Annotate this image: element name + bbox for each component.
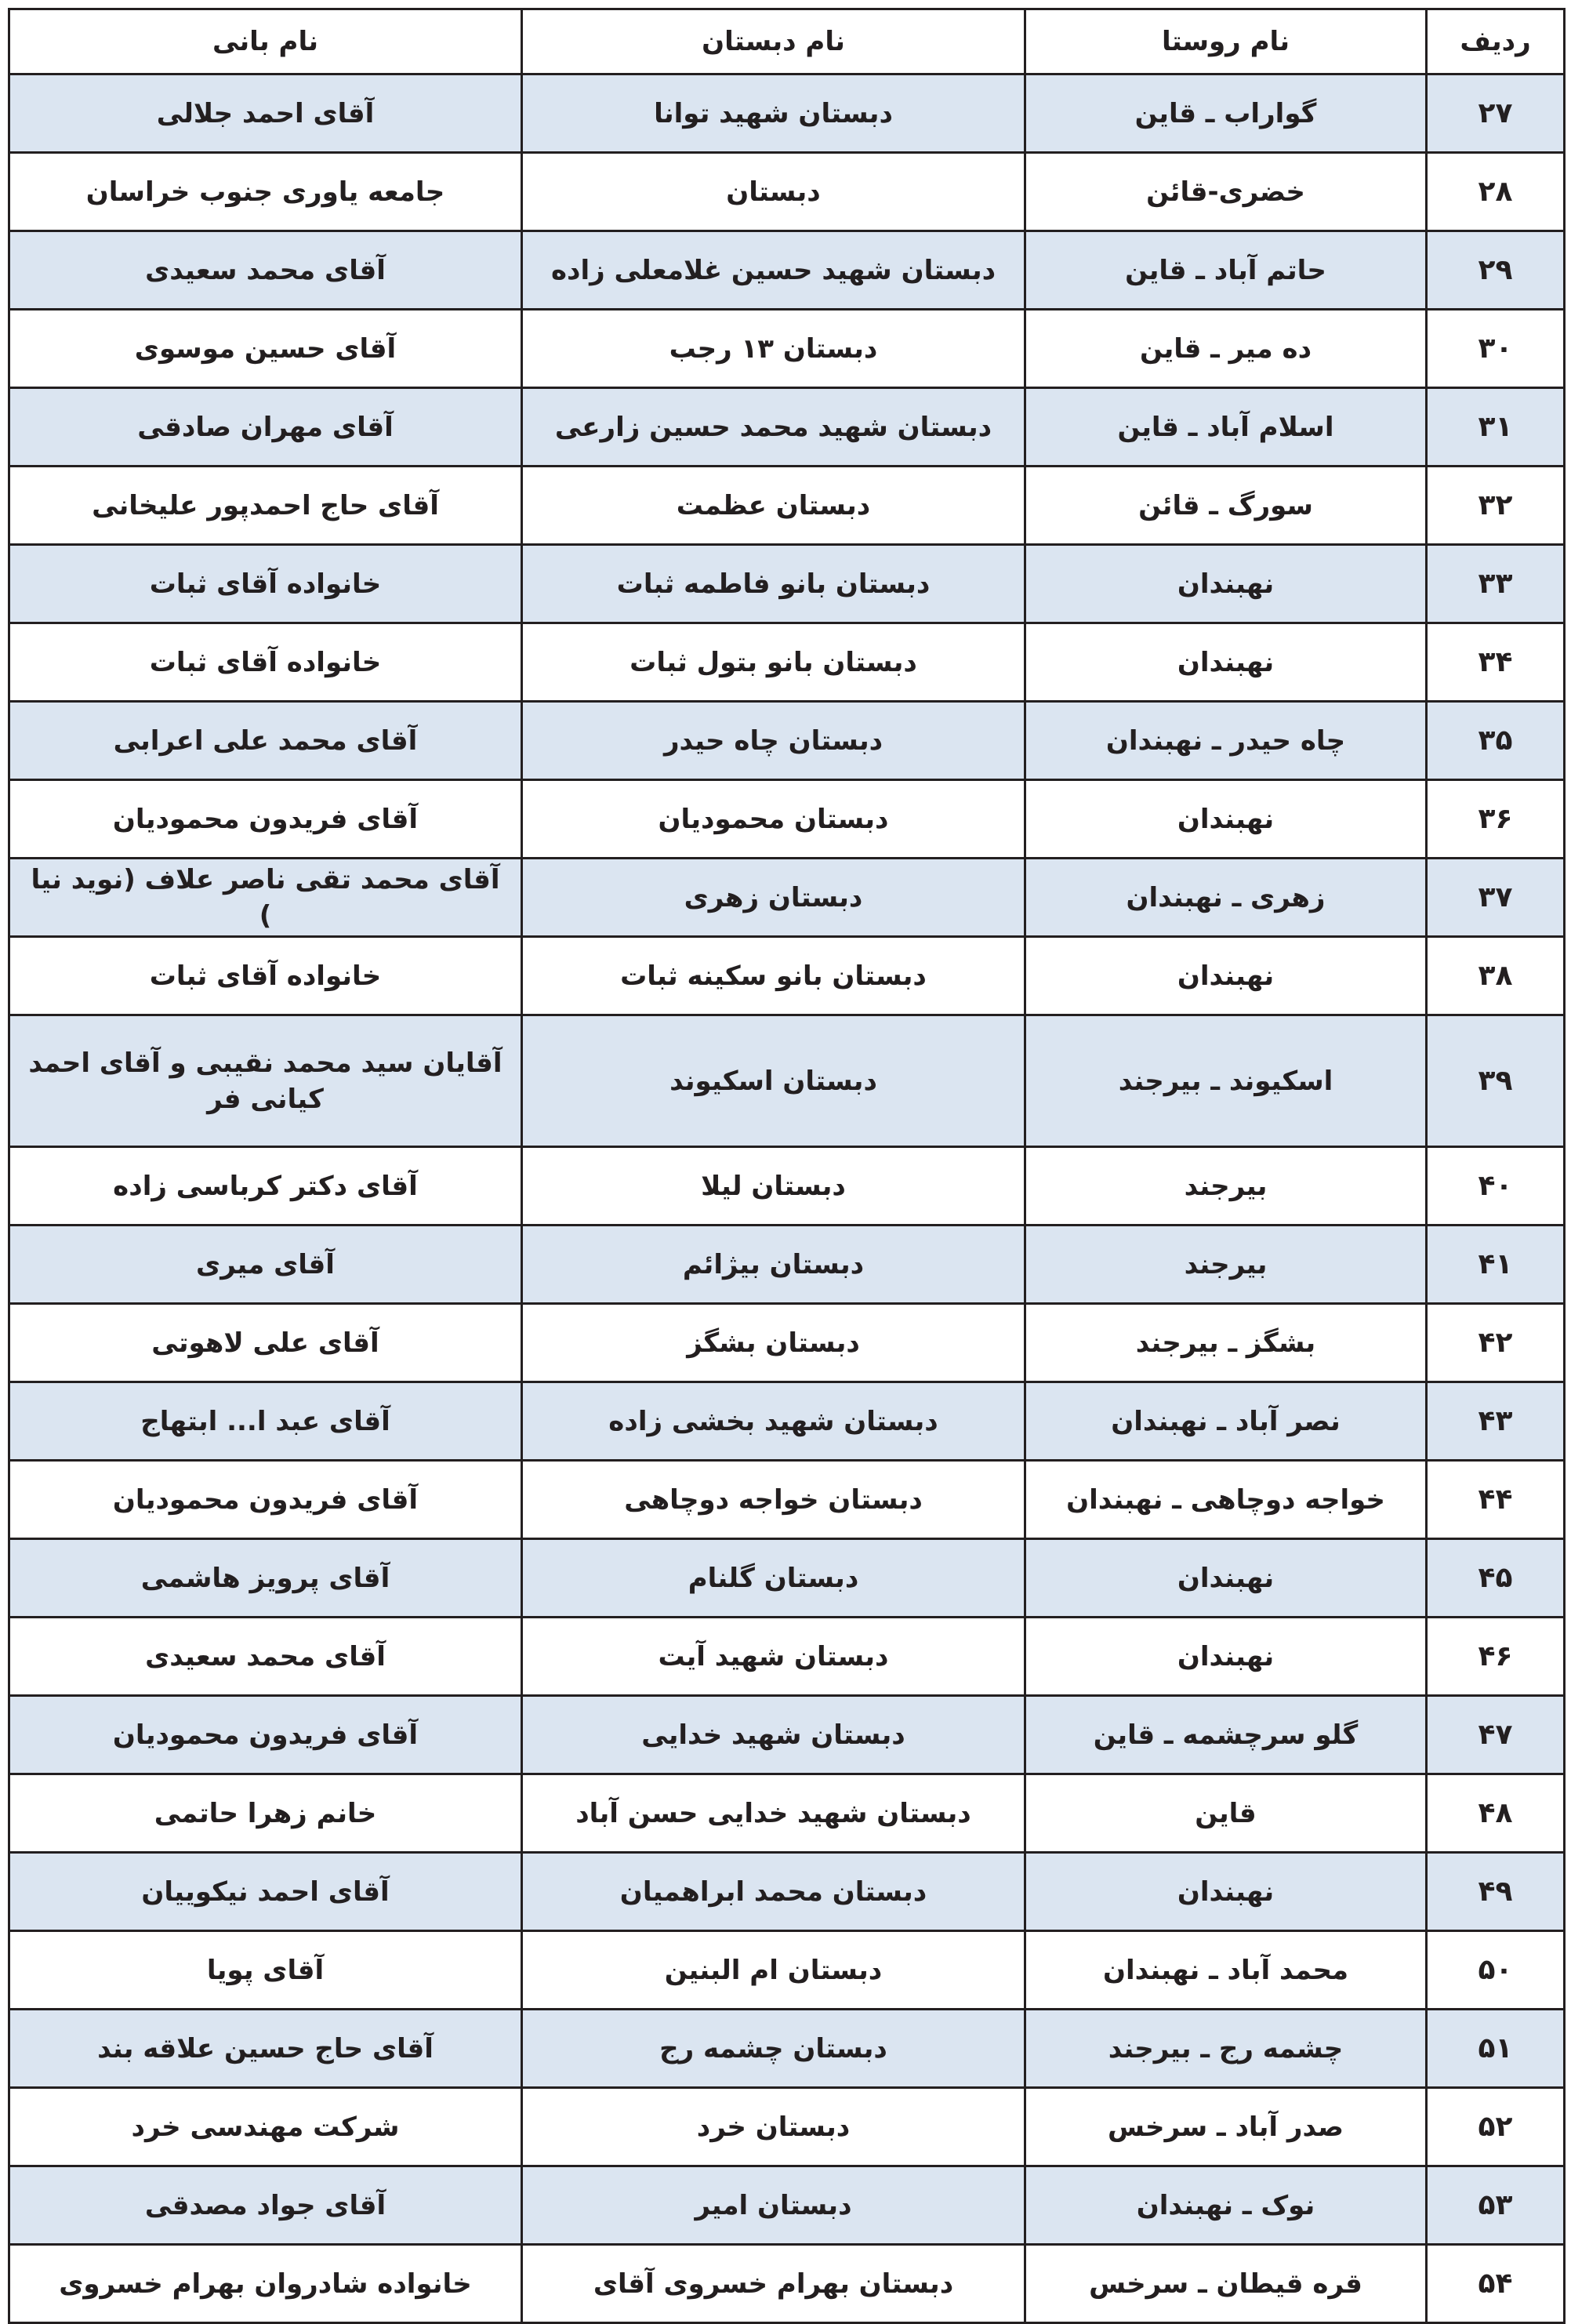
founder-cell: خانواده آقای ثبات: [9, 545, 522, 623]
school-cell: دبستان شهید خدایی: [522, 1696, 1025, 1774]
table-row: [9, 1382, 1565, 1461]
founder-cell: آقای پویا: [9, 1931, 522, 2010]
row-number-cell: ۳۶: [1427, 780, 1565, 859]
school-cell: دبستان شهید محمد حسین زارعی: [522, 388, 1025, 467]
school-cell: دبستان: [522, 153, 1025, 231]
school-cell: دبستان گلنام: [522, 1539, 1025, 1618]
school-cell: دبستان بشگز: [522, 1304, 1025, 1382]
founder-cell: آقای فریدون محمودیان: [9, 1696, 522, 1774]
village-cell: نهبندان: [1025, 623, 1427, 702]
table-row: [9, 545, 1565, 623]
table-row: [9, 1539, 1565, 1618]
table-row: [9, 153, 1565, 231]
row-number-cell: ۲۷: [1427, 74, 1565, 153]
table-row: [9, 1461, 1565, 1539]
school-cell: دبستان امیر: [522, 2166, 1025, 2245]
school-cell: دبستان خواجه دوچاهی: [522, 1461, 1025, 1539]
table-row: [9, 937, 1565, 1015]
founder-cell: آقای محمد سعیدی: [9, 231, 522, 310]
school-cell: دبستان چاه حیدر: [522, 702, 1025, 780]
header-school: نام دبستان: [522, 9, 1025, 74]
founder-cell: آقای محمد تقی ناصر علاف (نوید نیا ): [9, 859, 522, 937]
school-cell: دبستان محمد ابراهمیان: [522, 1853, 1025, 1931]
founder-cell: آقای عبد ا... ابتهاج: [9, 1382, 522, 1461]
row-number-cell: ۳۲: [1427, 467, 1565, 545]
founder-cell: خانواده آقای ثبات: [9, 623, 522, 702]
village-cell: چاه حیدر ـ نهبندان: [1025, 702, 1427, 780]
row-number-cell: ۵۱: [1427, 2010, 1565, 2088]
founder-cell: خانواده آقای ثبات: [9, 937, 522, 1015]
table-row: [9, 310, 1565, 388]
row-number-cell: ۲۹: [1427, 231, 1565, 310]
row-number-cell: ۴۴: [1427, 1461, 1565, 1539]
school-cell: دبستان شهید بخشی زاده: [522, 1382, 1025, 1461]
village-cell: نهبندان: [1025, 1539, 1427, 1618]
founder-cell: آقای میری: [9, 1226, 522, 1304]
village-cell: اسلام آباد ـ قاین: [1025, 388, 1427, 467]
row-number-cell: ۴۵: [1427, 1539, 1565, 1618]
table-row: [9, 74, 1565, 153]
school-cell: دبستان ۱۳ رجب: [522, 310, 1025, 388]
village-cell: اسکیوند ـ بیرجند: [1025, 1015, 1427, 1147]
table-row: [9, 1853, 1565, 1931]
founder-cell: آقای محمد سعیدی: [9, 1618, 522, 1696]
village-cell: نهبندان: [1025, 1853, 1427, 1931]
school-cell: دبستان زهری: [522, 859, 1025, 937]
row-number-cell: ۴۸: [1427, 1774, 1565, 1853]
table-row: [9, 780, 1565, 859]
table-row: [9, 1618, 1565, 1696]
row-number-cell: ۵۳: [1427, 2166, 1565, 2245]
table-row: [9, 1696, 1565, 1774]
table-row: [9, 702, 1565, 780]
row-number-cell: ۳۹: [1427, 1015, 1565, 1147]
village-cell: ده میر ـ قاین: [1025, 310, 1427, 388]
founder-cell: آقای حاج حسین علاقه بند: [9, 2010, 522, 2088]
village-cell: حاتم آباد ـ قاین: [1025, 231, 1427, 310]
row-number-cell: ۴۶: [1427, 1618, 1565, 1696]
school-cell: دبستان بهرام خسروی آقای: [522, 2245, 1025, 2323]
village-cell: بیرجند: [1025, 1226, 1427, 1304]
school-cell: دبستان بانو بتول ثبات: [522, 623, 1025, 702]
schools-table: [8, 8, 1566, 2324]
village-cell: صدر آباد ـ سرخس: [1025, 2088, 1427, 2166]
founder-cell: آقای علی لاهوتی: [9, 1304, 522, 1382]
school-cell: دبستان بانو فاطمه ثبات: [522, 545, 1025, 623]
table-row: [9, 467, 1565, 545]
village-cell: گلو سرچشمه ـ قاین: [1025, 1696, 1427, 1774]
village-cell: خضری-قائن: [1025, 153, 1427, 231]
row-number-cell: ۴۲: [1427, 1304, 1565, 1382]
village-cell: زهری ـ نهبندان: [1025, 859, 1427, 937]
founder-cell: آقای محمد علی اعرابی: [9, 702, 522, 780]
header-founder: نام بانی: [9, 9, 522, 74]
row-number-cell: ۳۵: [1427, 702, 1565, 780]
table-row: [9, 1774, 1565, 1853]
table-row: [9, 388, 1565, 467]
row-number-cell: ۳۴: [1427, 623, 1565, 702]
school-cell: دبستان محمودیان: [522, 780, 1025, 859]
school-cell: دبستان بانو سکینه ثبات: [522, 937, 1025, 1015]
school-cell: دبستان شهید خدایی حسن آباد: [522, 1774, 1025, 1853]
row-number-cell: ۳۰: [1427, 310, 1565, 388]
founder-cell: خانواده شادروان بهرام خسروی: [9, 2245, 522, 2323]
row-number-cell: ۵۲: [1427, 2088, 1565, 2166]
founder-cell: آقای فریدون محمودیان: [9, 780, 522, 859]
village-cell: محمد آباد ـ نهبندان: [1025, 1931, 1427, 2010]
schools-document: [8, 8, 1563, 2300]
table-row: [9, 1931, 1565, 2010]
table-row: [9, 231, 1565, 310]
table-row: [9, 623, 1565, 702]
row-number-cell: ۲۸: [1427, 153, 1565, 231]
school-cell: دبستان لیلا: [522, 1147, 1025, 1226]
founder-cell: آقای احمد نیکوییان: [9, 1853, 522, 1931]
row-number-cell: ۴۰: [1427, 1147, 1565, 1226]
village-cell: نهبندان: [1025, 1618, 1427, 1696]
village-cell: قره قیطان ـ سرخس: [1025, 2245, 1427, 2323]
village-cell: نهبندان: [1025, 545, 1427, 623]
school-cell: دبستان شهید آیت: [522, 1618, 1025, 1696]
village-cell: گواراب ـ قاین: [1025, 74, 1427, 153]
table-row: [9, 2166, 1565, 2245]
founder-cell: جامعه یاوری جنوب خراسان: [9, 153, 522, 231]
village-cell: چشمه رج ـ بیرجند: [1025, 2010, 1427, 2088]
school-cell: دبستان بیژائم: [522, 1226, 1025, 1304]
founder-cell: آقای جواد مصدقی: [9, 2166, 522, 2245]
table-body: [9, 74, 1565, 2323]
row-number-cell: ۳۷: [1427, 859, 1565, 937]
school-cell: دبستان اسکیوند: [522, 1015, 1025, 1147]
header-row: [9, 9, 1565, 74]
row-number-cell: ۴۷: [1427, 1696, 1565, 1774]
founder-cell: آقای فریدون محمودیان: [9, 1461, 522, 1539]
founder-cell: آقای حاج احمدپور علیخانی: [9, 467, 522, 545]
village-cell: بشگز ـ بیرجند: [1025, 1304, 1427, 1382]
row-number-cell: ۳۳: [1427, 545, 1565, 623]
row-number-cell: ۵۴: [1427, 2245, 1565, 2323]
school-cell: دبستان خرد: [522, 2088, 1025, 2166]
row-number-cell: ۳۱: [1427, 388, 1565, 467]
village-cell: قاین: [1025, 1774, 1427, 1853]
header-village: نام روستا: [1025, 9, 1427, 74]
school-cell: دبستان ام البنین: [522, 1931, 1025, 2010]
school-cell: دبستان شهید حسین غلامعلی زاده: [522, 231, 1025, 310]
village-cell: سورگ ـ قائن: [1025, 467, 1427, 545]
row-number-cell: ۴۹: [1427, 1853, 1565, 1931]
school-cell: دبستان عظمت: [522, 467, 1025, 545]
village-cell: نهبندان: [1025, 780, 1427, 859]
village-cell: خواجه دوچاهی ـ نهبندان: [1025, 1461, 1427, 1539]
village-cell: نهبندان: [1025, 937, 1427, 1015]
table-row: [9, 2245, 1565, 2323]
school-cell: دبستان چشمه رج: [522, 2010, 1025, 2088]
table-row: [9, 1304, 1565, 1382]
village-cell: بیرجند: [1025, 1147, 1427, 1226]
table-row: [9, 859, 1565, 937]
header-row-no: ردیف: [1427, 9, 1565, 74]
row-number-cell: ۴۱: [1427, 1226, 1565, 1304]
table-row: [9, 1226, 1565, 1304]
village-cell: نوک ـ نهبندان: [1025, 2166, 1427, 2245]
school-cell: دبستان شهید توانا: [522, 74, 1025, 153]
founder-cell: آقایان سید محمد نقیبی و آقای احمد کیانی فر: [9, 1015, 522, 1147]
row-number-cell: ۴۳: [1427, 1382, 1565, 1461]
founder-cell: خانم زهرا حاتمی: [9, 1774, 522, 1853]
founder-cell: شرکت مهندسی خرد: [9, 2088, 522, 2166]
founder-cell: آقای مهران صادقی: [9, 388, 522, 467]
table-row: [9, 2010, 1565, 2088]
founder-cell: آقای دکتر کرباسی زاده: [9, 1147, 522, 1226]
founder-cell: آقای پرویز هاشمی: [9, 1539, 522, 1618]
village-cell: نصر آباد ـ نهبندان: [1025, 1382, 1427, 1461]
table-row: [9, 2088, 1565, 2166]
table-row: [9, 1147, 1565, 1226]
founder-cell: آقای حسین موسوی: [9, 310, 522, 388]
row-number-cell: ۵۰: [1427, 1931, 1565, 2010]
table-row: [9, 1015, 1565, 1147]
row-number-cell: ۳۸: [1427, 937, 1565, 1015]
founder-cell: آقای احمد جلالی: [9, 74, 522, 153]
